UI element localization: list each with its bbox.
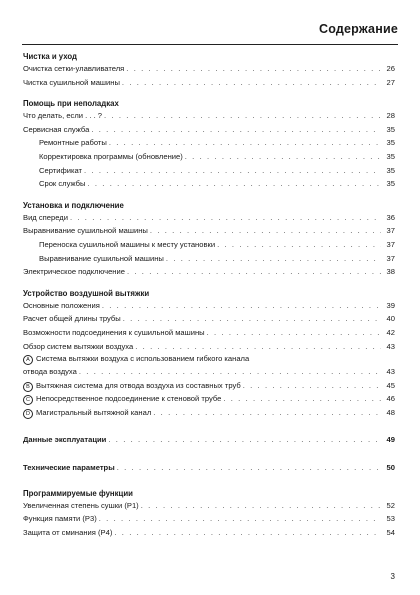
page-header	[22, 0, 398, 45]
toc-entry[interactable]	[23, 265, 395, 279]
dot-leader	[207, 326, 381, 340]
toc-entry-label: Переноска сушильной машины к месту установки	[39, 239, 216, 249]
toc-subentry[interactable]	[23, 238, 395, 252]
toc-subentry[interactable]	[23, 136, 395, 150]
toc-entry-label: Технические параметры	[23, 463, 115, 473]
toc-subentry[interactable]	[23, 150, 395, 164]
dot-leader	[109, 136, 381, 150]
toc-entry[interactable]	[23, 211, 395, 225]
toc-entry-page: 43	[386, 367, 395, 377]
toc-entry-page: 35	[386, 151, 395, 161]
toc-entry-label: Система вытяжки воздуха с использованием гибкого канала	[36, 354, 250, 364]
toc-entry-page: 45	[386, 380, 395, 390]
dot-leader	[123, 312, 381, 326]
dot-leader	[91, 123, 381, 137]
toc-entry-label: Электрическое подключение	[23, 267, 125, 277]
toc-entry-label: Возможности подсоединения к сушильной машины	[23, 327, 205, 337]
dot-leader	[104, 109, 381, 123]
toc-entry-label: Очистка сетки-улавливателя	[23, 64, 125, 73]
section-heading-installation: Установка и подключение	[23, 200, 124, 210]
toc-entry-label: Сертификат	[39, 165, 82, 175]
section-heading-air-exhaust: Устройство воздушной вытяжки	[23, 288, 150, 298]
toc-entry-page: 36	[386, 212, 395, 222]
toc-entry-page: 35	[386, 165, 395, 175]
toc-entry-label: Основные положения	[23, 300, 100, 310]
dot-leader	[185, 150, 381, 164]
toc-entry[interactable]	[23, 526, 395, 540]
toc-entry-technical-parameters[interactable]	[23, 461, 395, 475]
toc-entry[interactable]	[23, 312, 395, 326]
toc-entry-page: 50	[386, 463, 395, 473]
dot-leader	[87, 177, 381, 191]
toc-entry-label: Расчет общей длины трубы	[23, 314, 121, 324]
toc-entry[interactable]	[23, 109, 395, 123]
toc-entry[interactable]	[23, 62, 395, 76]
dot-leader	[122, 76, 381, 90]
toc-entry-label: отвода воздуха	[23, 367, 77, 377]
dot-leader	[114, 526, 381, 540]
section-heading-troubleshooting: Помощь при неполадках	[23, 99, 119, 109]
toc-entry-page: 52	[386, 500, 395, 510]
toc-entry-page: 53	[386, 514, 395, 524]
toc-entry-label: Увеличенная степень сушки (P1)	[23, 500, 139, 510]
toc-entry[interactable]	[23, 392, 395, 406]
circled-letter-d-icon: D	[23, 409, 33, 419]
toc-entry[interactable]	[23, 406, 395, 420]
toc-entry-page: 42	[386, 327, 395, 337]
toc-entry[interactable]	[23, 499, 395, 513]
toc-entry-label: Вытяжная система для отвода воздуха из составных труб	[36, 380, 241, 390]
toc-entry-page: 54	[386, 527, 395, 537]
toc-entry-label: Выравнивание сушильной машины	[23, 226, 148, 236]
toc-entry-label: Непосредственное подсоединение к стеновой трубе	[36, 394, 222, 404]
toc-entry-label: Данные эксплуатации	[23, 435, 107, 445]
toc-entry[interactable]	[23, 379, 395, 393]
toc-entry-first-line[interactable]	[23, 353, 395, 365]
toc-entry-label: Защита от сминания (P4)	[23, 527, 113, 537]
toc-entry[interactable]	[23, 512, 395, 526]
dot-leader	[117, 461, 381, 475]
toc-entry[interactable]	[23, 326, 395, 340]
toc-entry[interactable]	[23, 123, 395, 137]
circled-letter-b-icon: B	[23, 382, 33, 392]
toc-entry-page: 35	[386, 138, 395, 148]
page-number: 3	[390, 572, 395, 581]
toc-entry-page: 27	[386, 77, 395, 87]
toc-entry[interactable]	[23, 365, 395, 379]
toc-entry-label: Что делать, если . . . ?	[23, 111, 103, 121]
toc-entry-page: 37	[386, 253, 395, 263]
toc-entry[interactable]	[23, 299, 395, 313]
toc-entry-page: 37	[386, 239, 395, 249]
dot-leader	[150, 224, 381, 238]
dot-leader	[135, 340, 381, 354]
toc-entry-label: Чистка сушильной машины	[23, 77, 120, 87]
toc-entry-page: 39	[386, 300, 395, 310]
section-heading-programmable-functions: Программируемые функции	[23, 488, 133, 498]
toc-entry-page: 35	[386, 179, 395, 189]
section-heading-cleaning: Чистка и уход	[23, 52, 77, 61]
toc-entry-page: 46	[386, 394, 395, 404]
page-title: Содержание	[318, 22, 398, 36]
toc-entry-page: 35	[386, 124, 395, 134]
dot-leader	[126, 62, 381, 76]
dot-leader	[166, 252, 381, 266]
toc-entry-page: 26	[386, 64, 395, 73]
toc-subentry[interactable]	[23, 164, 395, 178]
toc-entry-label: Корректировка программы (обновление)	[39, 151, 183, 161]
toc-entry[interactable]	[23, 76, 395, 90]
dot-leader	[243, 379, 381, 393]
dot-leader	[70, 211, 381, 225]
dot-leader	[102, 299, 381, 313]
toc-entry-label: Выравнивание сушильной машины	[39, 253, 164, 263]
toc-entry-operating-data[interactable]	[23, 433, 395, 447]
dot-leader	[79, 365, 381, 379]
toc-entry-label: Функция памяти (P3)	[23, 514, 97, 524]
toc-entry-page: 48	[386, 407, 395, 417]
dot-leader	[84, 164, 381, 178]
toc-subentry[interactable]	[23, 252, 395, 266]
toc-entry-label: Ремонтные работы	[39, 138, 107, 148]
dot-leader	[127, 265, 381, 279]
toc-entry-label: Обзор систем вытяжки воздуха	[23, 341, 134, 351]
toc-subentry[interactable]	[23, 177, 395, 191]
toc-entry-page: 37	[386, 226, 395, 236]
toc-entry-page: 28	[386, 111, 395, 121]
toc-entry-label: Вид спереди	[23, 212, 68, 222]
circled-letter-a-icon: A	[23, 355, 33, 365]
toc-entry-page: 49	[386, 435, 395, 445]
dot-leader	[141, 499, 381, 513]
toc-entry-page: 43	[386, 341, 395, 351]
dot-leader	[108, 433, 381, 447]
table-of-contents	[23, 52, 395, 539]
toc-entry[interactable]	[23, 224, 395, 238]
toc-entry-page: 38	[386, 267, 395, 277]
toc-entry-label: Сервисная служба	[23, 124, 90, 134]
dot-leader	[99, 512, 381, 526]
toc-entry-page: 40	[386, 314, 395, 324]
dot-leader	[223, 392, 381, 406]
dot-leader	[153, 406, 381, 420]
toc-entry-label: Магистральный вытяжной канал	[36, 407, 152, 417]
toc-entry[interactable]	[23, 340, 395, 354]
circled-letter-c-icon: C	[23, 395, 33, 405]
dot-leader	[217, 238, 381, 252]
toc-entry-label: Срок службы	[39, 179, 86, 189]
